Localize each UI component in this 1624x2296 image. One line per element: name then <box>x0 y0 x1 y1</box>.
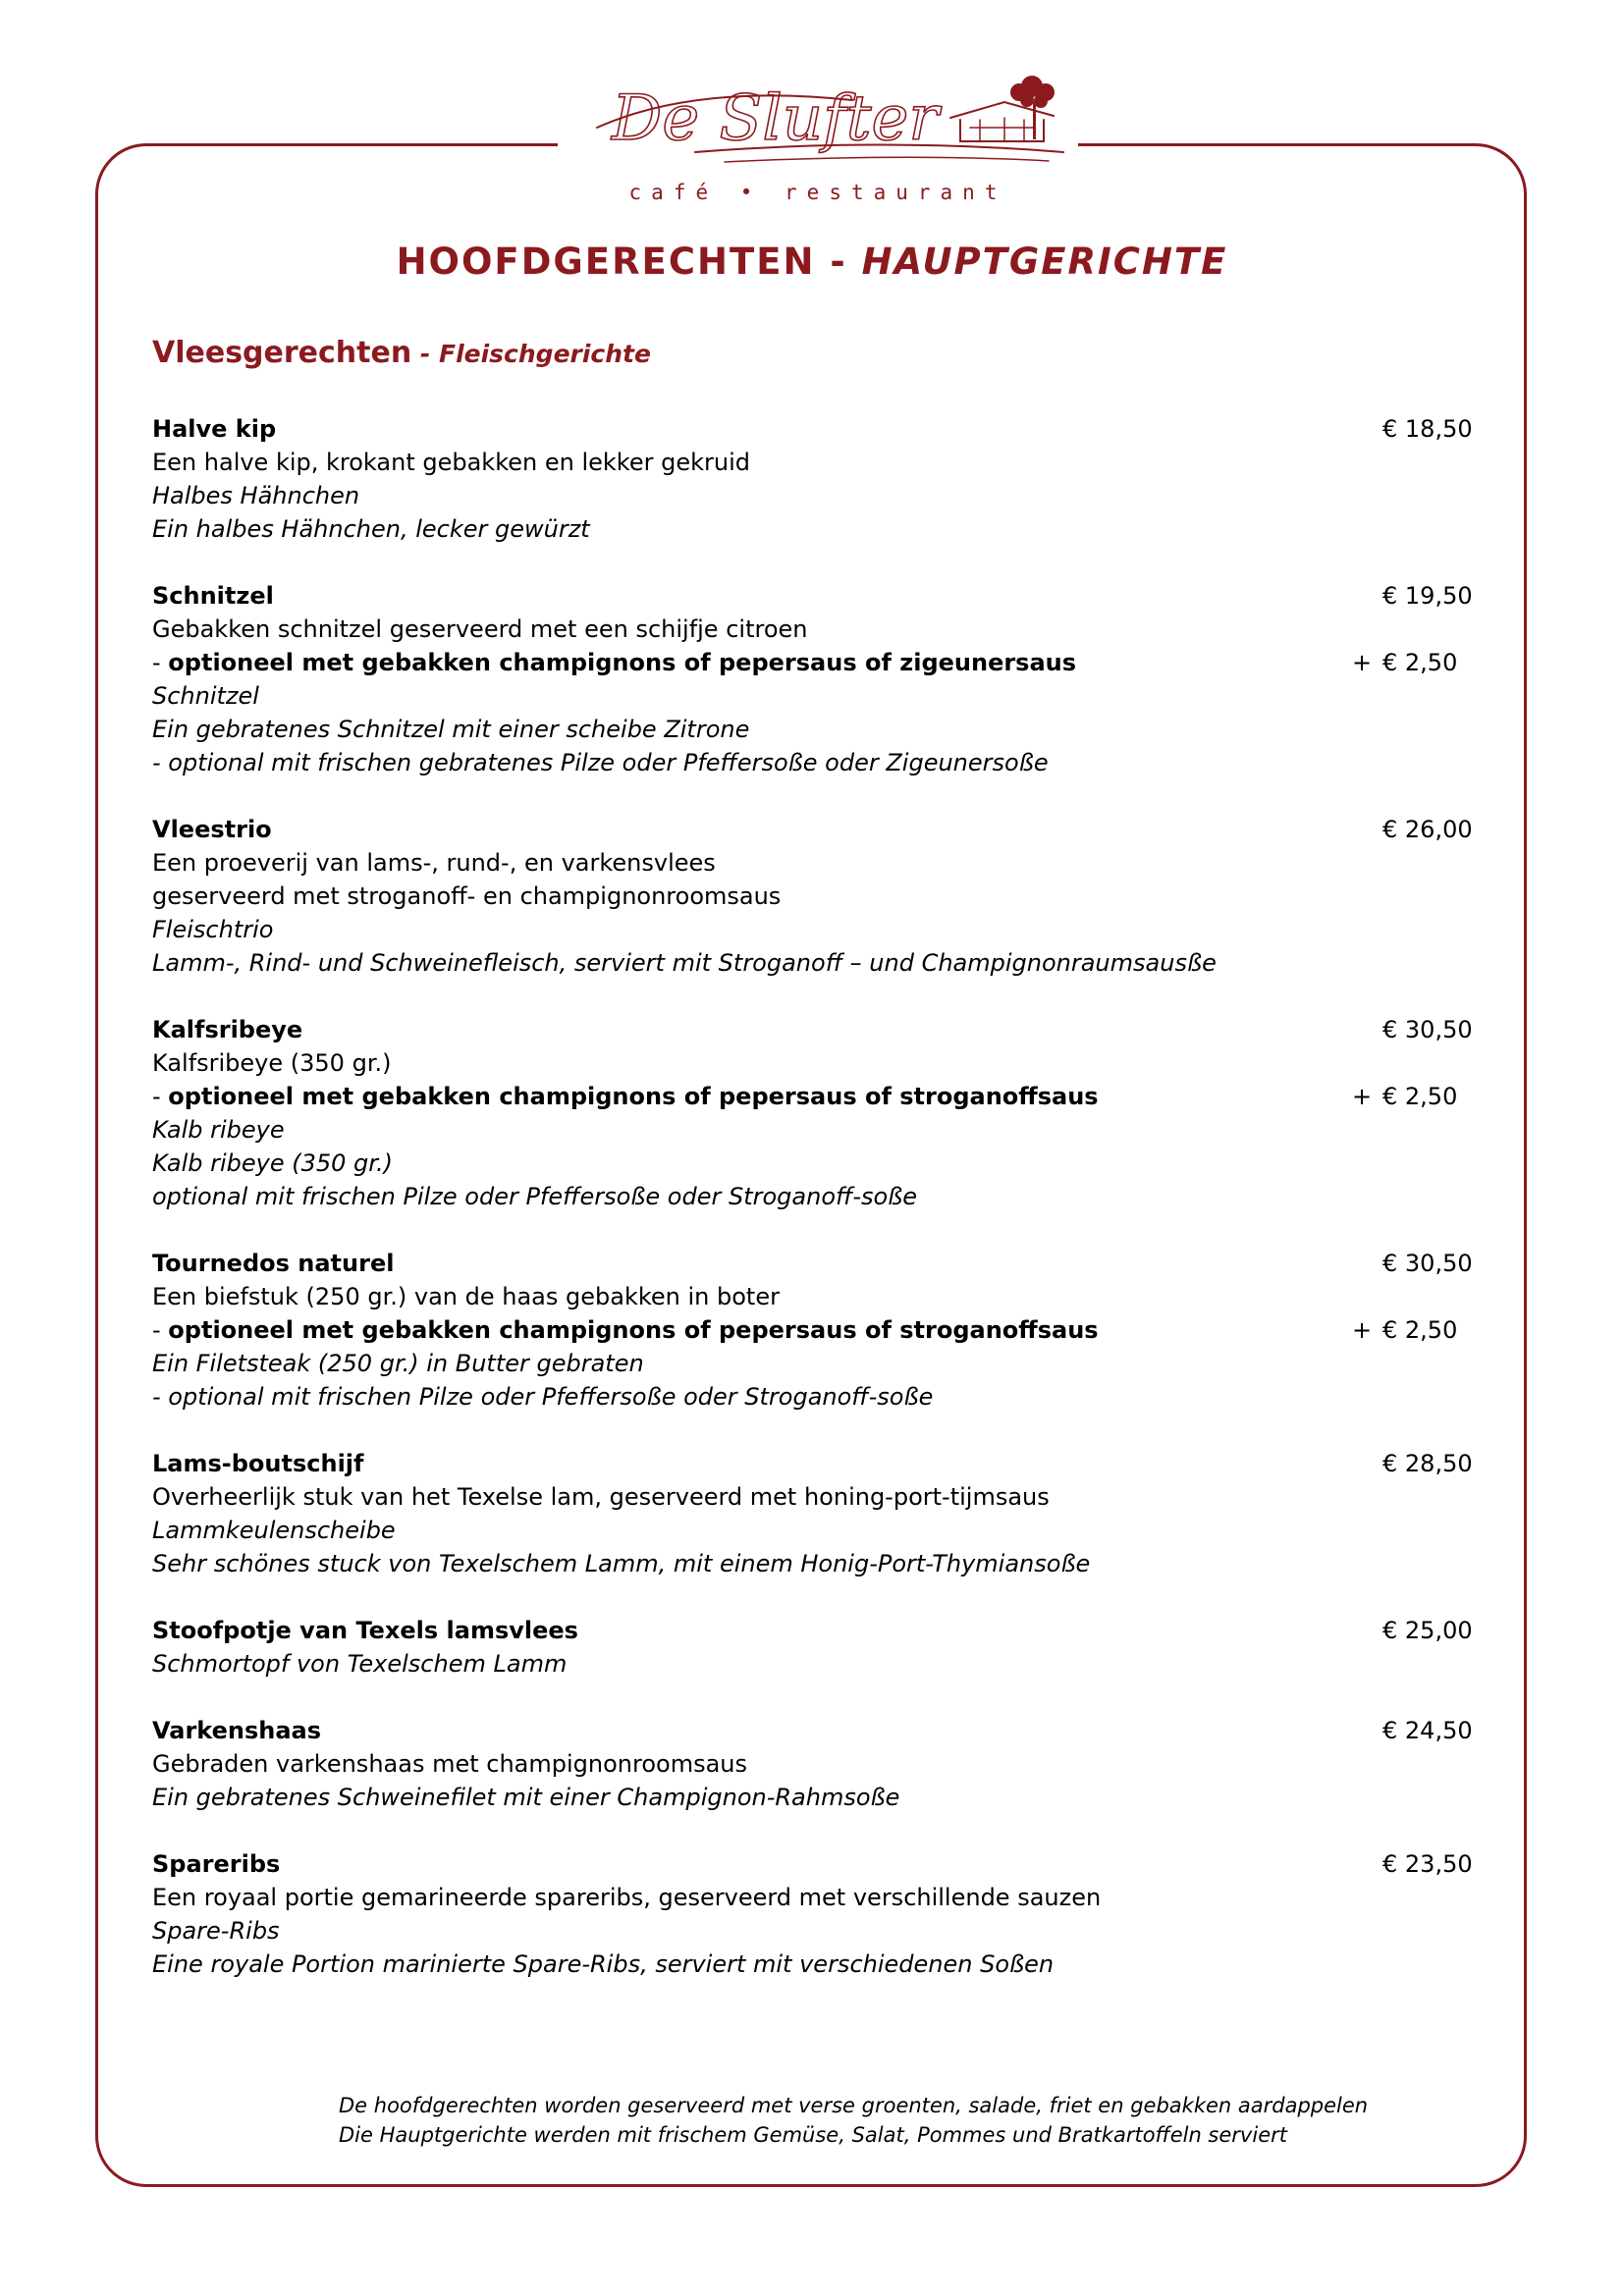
dish-price: € 19,50 <box>1382 582 1473 610</box>
logo-name: De Slufter <box>612 82 939 155</box>
option-plus: + <box>1352 1316 1373 1344</box>
dish-description-nl: Een royaal portie gemarineerde spareribs, geserveerd met verschillende sauzen <box>152 1884 1102 1911</box>
option-price: € 2,50 <box>1382 649 1458 676</box>
section-title-nl: Vleesgerechten <box>152 336 412 370</box>
title-nl: HOOFDGERECHTEN <box>396 240 816 283</box>
dish-price: € 30,50 <box>1382 1016 1473 1043</box>
dish-description-de: Lamm-, Rind- und Schweinefleisch, serviert mit Stroganoff – und Champignonraumsausße <box>152 949 1217 977</box>
dish-name: Halve kip <box>152 415 277 443</box>
menu-item <box>152 412 1473 546</box>
dish-description-de: Kalb ribeye (350 gr.) <box>152 1149 393 1177</box>
dish-price: € 28,50 <box>1382 1450 1473 1477</box>
menu-item <box>152 1714 1473 1814</box>
dish-description-nl: Een halve kip, krokant gebakken en lekker gekruid <box>152 449 750 476</box>
menu-item <box>152 1247 1473 1414</box>
dish-price: € 18,50 <box>1382 415 1473 443</box>
dish-description-nl: Gebraden varkenshaas met champignonroomsaus <box>152 1750 747 1778</box>
menu-item <box>152 1847 1473 1981</box>
dish-price: € 30,50 <box>1382 1250 1473 1277</box>
menu-item <box>152 579 1473 779</box>
section-title-separator: - <box>411 340 439 368</box>
dish-name-de: Lammkeulenscheibe <box>152 1517 396 1544</box>
dish-name-de: Halbes Hähnchen <box>152 482 360 509</box>
dish-option-nl: optioneel met gebakken champignons of pepersaus of stroganoffsaus <box>168 1316 1099 1344</box>
dish-description-nl-2: geserveerd met stroganoff- en champignonroomsaus <box>152 882 782 910</box>
dish-name-de: Fleischtrio <box>152 916 274 943</box>
dish-description-nl: Een proeverij van lams-, rund-, en varkensvlees <box>152 849 716 877</box>
option-price: € 2,50 <box>1382 1316 1458 1344</box>
option-plus: + <box>1352 649 1373 676</box>
footer-note-de: Die Hauptgerichte werden mit frischem Gemüse, Salat, Pommes und Bratkartoffeln serviert <box>339 2123 1287 2147</box>
dish-name-de: Kalb ribeye <box>152 1116 285 1144</box>
dish-name-de: Spare-Ribs <box>152 1917 280 1945</box>
dish-price: € 23,50 <box>1382 1850 1473 1878</box>
dish-description-nl: Gebakken schnitzel geserveerd met een schijfje citroen <box>152 615 808 643</box>
dish-option-nl: optioneel met gebakken champignons of pepersaus of stroganoffsaus <box>168 1083 1099 1110</box>
section-title <box>152 336 651 370</box>
dish-option-nl: optioneel met gebakken champignons of pepersaus of zigeunersaus <box>168 649 1077 676</box>
dish-price: € 25,00 <box>1382 1617 1473 1644</box>
dish-description-nl: Overheerlijk stuk van het Texelse lam, geserveerd met honing-port-tijmsaus <box>152 1483 1050 1511</box>
dish-name: Varkenshaas <box>152 1717 322 1744</box>
dish-price: € 24,50 <box>1382 1717 1473 1744</box>
dish-description-de: Schmortopf von Texelschem Lamm <box>152 1650 568 1678</box>
restaurant-logo <box>558 59 1078 216</box>
dish-description-nl: Een biefstuk (250 gr.) van de haas gebakken in boter <box>152 1283 780 1310</box>
option-dash: - <box>152 1316 169 1344</box>
dish-name: Lams-boutschijf <box>152 1450 364 1477</box>
logo-tagline: café • restaurant <box>628 181 1007 204</box>
option-price: € 2,50 <box>1382 1083 1458 1110</box>
option-dash: - <box>152 1083 169 1110</box>
page-title <box>0 240 1624 283</box>
menu-item <box>152 1013 1473 1213</box>
dish-description-de: Ein halbes Hähnchen, lecker gewürzt <box>152 515 590 543</box>
section-title-de: Fleischgerichte <box>439 340 651 368</box>
dish-description-de: Ein gebratenes Schweinefilet mit einer Champignon-Rahmsoße <box>152 1784 900 1811</box>
dish-description-de: Sehr schönes stuck von Texelschem Lamm, mit einem Honig-Port-Thymiansoße <box>152 1550 1091 1577</box>
dish-name: Kalfsribeye <box>152 1016 303 1043</box>
title-separator: - <box>815 240 862 283</box>
dish-description-de: Ein Filetsteak (250 gr.) in Butter gebraten <box>152 1350 644 1377</box>
menu-item <box>152 1447 1473 1580</box>
dish-name: Stoofpotje van Texels lamsvlees <box>152 1617 578 1644</box>
footer-note <box>339 2091 1368 2150</box>
option-dash: - <box>152 649 169 676</box>
dish-name: Tournedos naturel <box>152 1250 395 1277</box>
menu-item <box>152 813 1473 980</box>
dish-option-de: - optional mit frischen Pilze oder Pfeffersoße oder Stroganoff-soße <box>152 1383 934 1411</box>
footer-note-nl: De hoofdgerechten worden geserveerd met verse groenten, salade, friet en gebakken aardappelen <box>339 2094 1369 2117</box>
dish-description-de: Ein gebratenes Schnitzel mit einer scheibe Zitrone <box>152 716 750 743</box>
option-plus: + <box>1352 1083 1373 1110</box>
dish-name: Schnitzel <box>152 582 274 610</box>
dish-name: Vleestrio <box>152 816 272 843</box>
logo-artwork-icon <box>558 59 1078 177</box>
dish-price: € 26,00 <box>1382 816 1473 843</box>
dish-description-nl: Kalfsribeye (350 gr.) <box>152 1049 392 1077</box>
dish-name-de: Schnitzel <box>152 682 259 710</box>
dish-option-de: optional mit frischen Pilze oder Pfeffersoße oder Stroganoff-soße <box>152 1183 918 1210</box>
title-de: HAUPTGERICHTE <box>861 240 1228 283</box>
menu-item <box>152 1614 1473 1681</box>
dish-name: Spareribs <box>152 1850 281 1878</box>
dish-description-de: Eine royale Portion marinierte Spare-Ribs, serviert mit verschiedenen Soßen <box>152 1950 1055 1978</box>
dish-option-de: - optional mit frischen gebratenes Pilze oder Pfeffersoße oder Zigeunersoße <box>152 749 1049 776</box>
